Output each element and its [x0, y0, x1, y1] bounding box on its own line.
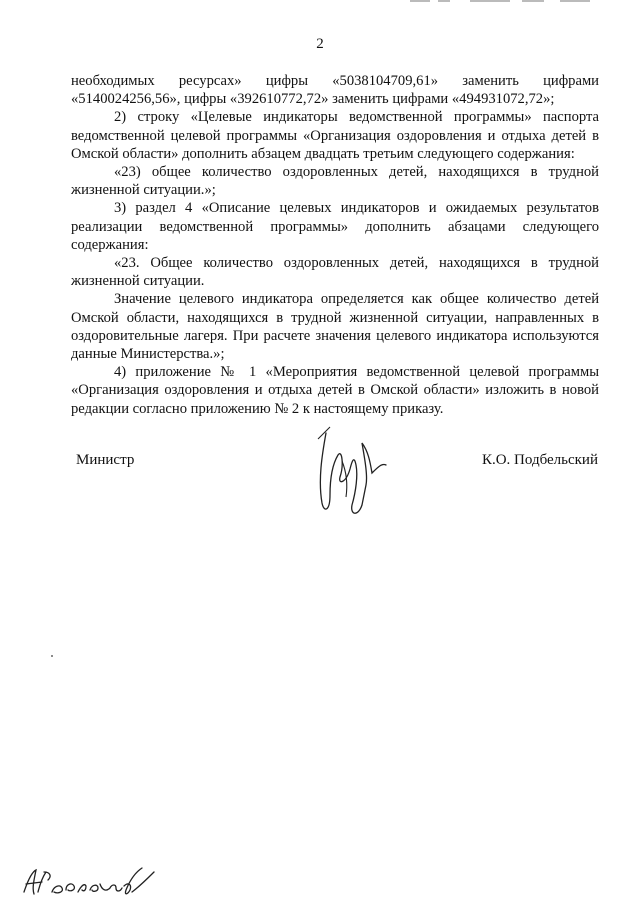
paragraph-2: 2) строку «Целевые индикаторы ведомственной программы» паспорта ведомственной целевой программы «Организация оздоровления и отдыха детей в Омской области» дополнить абзацем двадцать третьим следующего содержания: — [71, 109, 599, 162]
paragraph-1: необходимых ресурсах» цифры «5038104709,61» заменить цифрами «5140024256,56», цифры «392610772,72» заменить цифрами «494931072,72»; — [71, 73, 599, 108]
handwritten-initials — [20, 862, 160, 900]
handwritten-signature — [312, 425, 390, 523]
paragraph-4: 3) раздел 4 «Описание целевых индикаторов и ожидаемых результатов реализации ведомственной программы» дополнить абзацами следующего содержания: — [71, 200, 599, 253]
page-number: 2 — [316, 36, 324, 52]
paragraph-3: «23) общее количество оздоровленных детей, находящихся в трудной жизненной ситуации.»; — [71, 164, 599, 199]
document-body — [71, 72, 599, 418]
paragraph-5: «23. Общее количество оздоровленных детей, находящихся в трудной жизненной ситуации. — [71, 255, 599, 290]
paragraph-6: Значение целевого индикатора определяется как общее количество детей Омской области, находящихся в трудной жизненной ситуации, направленных в оздоровительные лагеря. При расчете значения целевого индикатора используются данные Министерства.»; — [71, 291, 599, 363]
paragraph-7: 4) приложение № 1 «Мероприятия ведомственной целевой программы «Организация оздоровления и отдыха детей в Омской области» изложить в новой редакции согласно приложению № 2 к настоящему приказу. — [71, 364, 599, 417]
scan-top-marks — [410, 0, 610, 4]
signer-name: К.О. Подбельский — [481, 452, 598, 468]
signer-position: Министр — [76, 452, 135, 468]
scan-speck — [51, 655, 53, 657]
